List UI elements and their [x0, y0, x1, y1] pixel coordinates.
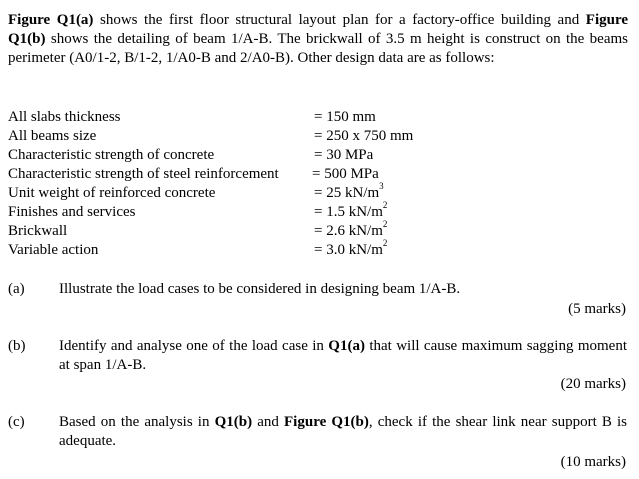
design-data-value: = 1.5 $kN/m^2$ [314, 200, 388, 220]
superscript: 2 [382, 219, 388, 229]
superscript: 2 [382, 238, 388, 248]
design-data-row [8, 108, 628, 127]
figure-q1b-ref: Figure Q1(b) [8, 12, 628, 47]
design-data-row [8, 146, 628, 165]
intro-text-2: shows the detailing of beam 1/A-B. The brickwall of 3.5 m height is construct on the beams perimeter (A0/1-2, B/1-2, 1/A0-B and 2/A0-B). Other design data are as follows: [8, 31, 628, 66]
design-data-label: All slabs thickness [8, 109, 121, 125]
design-data-label: Unit weight of reinforced concrete [8, 185, 216, 201]
question-b [8, 337, 628, 397]
question-a-text: Illustrate the load cases to be considered in designing beam 1/A-B. [59, 281, 461, 297]
question-c-marks: (10 marks) [560, 454, 626, 470]
question-a-letter: (a) [8, 281, 25, 297]
question-c [8, 413, 628, 473]
question-c-ref-2: Figure Q1(b) [284, 414, 369, 430]
question-a [8, 280, 628, 320]
design-data-label: Finishes and services [8, 204, 136, 220]
design-data-value: = 25 $kN/m^3$ [314, 181, 384, 201]
design-data-row [8, 238, 628, 260]
design-data-list [8, 108, 628, 260]
design-data-label: Brickwall [8, 223, 68, 239]
figure-q1a-ref: Figure Q1(a) [8, 12, 94, 28]
question-c-text: Based on the analysis in Q1(b) and Figure Q1(b), check if the shear link near support B is adequate. [59, 414, 627, 449]
question-b-marks: (20 marks) [560, 376, 626, 392]
intro-text-1: shows the first floor structural layout plan for a factory-office building and [93, 12, 586, 28]
design-data-value: = 3.0 $kN/m^2$ [314, 238, 388, 258]
question-c-letter: (c) [8, 414, 25, 430]
design-data-row [8, 200, 628, 222]
design-data-row [8, 127, 628, 146]
design-data-label: Variable action [8, 242, 99, 258]
design-data-label: All beams size [8, 128, 97, 144]
question-b-text: Identify and analyse one of the load case in Q1(a) that will cause maximum sagging moment at span 1/A-B. [59, 338, 627, 373]
design-data-label: Characteristic strength of steel reinforcement [8, 166, 279, 182]
design-data-value: = 250 x 750 mm [314, 128, 414, 144]
question-b-ref: Q1(a) [328, 338, 365, 354]
design-data-row [8, 181, 628, 203]
question-a-marks: (5 marks) [568, 301, 626, 317]
question-b-letter: (b) [8, 338, 26, 354]
design-data-value: = 150 mm [314, 109, 376, 125]
superscript: 2 [382, 200, 388, 210]
design-data-row [8, 165, 628, 184]
question-c-ref-1: Q1(b) [214, 414, 253, 430]
design-data-value: = 30 MPa [314, 147, 374, 163]
superscript: 3 [379, 181, 384, 191]
design-data-label: Characteristic strength of concrete [8, 147, 215, 163]
design-data-row [8, 219, 628, 241]
design-data-value: = 500 MPa [312, 166, 379, 182]
design-data-value: = 2.6 $kN/m^2$ [314, 219, 388, 239]
intro-paragraph [8, 11, 628, 68]
